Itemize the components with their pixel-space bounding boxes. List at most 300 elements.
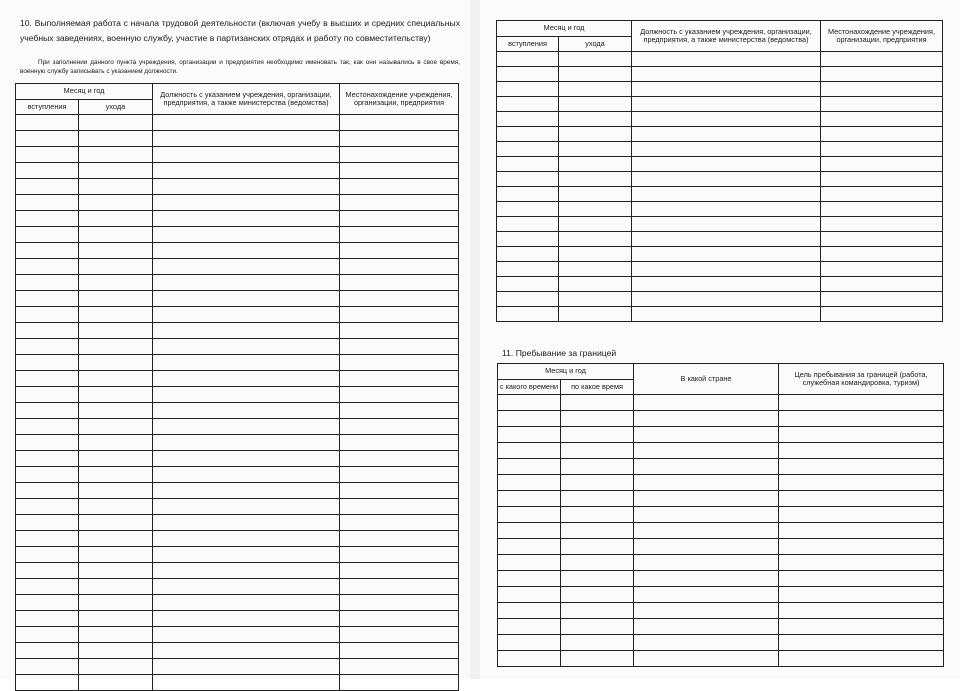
empty-cell[interactable]: [79, 675, 153, 691]
empty-cell[interactable]: [634, 491, 779, 507]
empty-cell[interactable]: [340, 643, 459, 659]
empty-cell[interactable]: [153, 579, 340, 595]
empty-cell[interactable]: [497, 307, 559, 322]
empty-cell[interactable]: [559, 277, 632, 292]
empty-cell[interactable]: [561, 651, 634, 667]
empty-cell[interactable]: [79, 259, 153, 275]
empty-cell[interactable]: [497, 292, 559, 307]
empty-cell[interactable]: [79, 131, 153, 147]
empty-cell[interactable]: [821, 262, 943, 277]
empty-cell[interactable]: [16, 275, 79, 291]
empty-cell[interactable]: [779, 523, 944, 539]
empty-cell[interactable]: [779, 443, 944, 459]
empty-cell[interactable]: [153, 675, 340, 691]
empty-cell[interactable]: [779, 491, 944, 507]
empty-cell[interactable]: [79, 323, 153, 339]
empty-cell[interactable]: [340, 147, 459, 163]
empty-cell[interactable]: [79, 499, 153, 515]
empty-cell[interactable]: [779, 459, 944, 475]
empty-cell[interactable]: [632, 262, 821, 277]
empty-cell[interactable]: [16, 611, 79, 627]
empty-cell[interactable]: [153, 371, 340, 387]
empty-cell[interactable]: [559, 262, 632, 277]
empty-cell[interactable]: [79, 563, 153, 579]
table-row: [497, 292, 943, 307]
empty-cell[interactable]: [79, 643, 153, 659]
empty-cell[interactable]: [153, 499, 340, 515]
empty-cell[interactable]: [498, 523, 561, 539]
empty-cell[interactable]: [632, 142, 821, 157]
empty-cell[interactable]: [632, 232, 821, 247]
table-row: [498, 411, 944, 427]
empty-cell[interactable]: [16, 387, 79, 403]
empty-cell[interactable]: [559, 127, 632, 142]
empty-cell[interactable]: [632, 112, 821, 127]
empty-cell[interactable]: [561, 555, 634, 571]
empty-cell[interactable]: [79, 451, 153, 467]
empty-cell[interactable]: [779, 395, 944, 411]
empty-cell[interactable]: [634, 507, 779, 523]
empty-cell[interactable]: [153, 211, 340, 227]
empty-cell[interactable]: [561, 395, 634, 411]
table-row: [16, 291, 459, 307]
empty-cell[interactable]: [153, 307, 340, 323]
empty-cell[interactable]: [634, 555, 779, 571]
empty-cell[interactable]: [634, 539, 779, 555]
empty-cell[interactable]: [340, 195, 459, 211]
empty-cell[interactable]: [821, 307, 943, 322]
empty-cell[interactable]: [340, 467, 459, 483]
empty-cell[interactable]: [634, 443, 779, 459]
empty-cell[interactable]: [632, 52, 821, 67]
empty-cell[interactable]: [79, 387, 153, 403]
empty-cell[interactable]: [634, 411, 779, 427]
empty-cell[interactable]: [79, 467, 153, 483]
empty-cell[interactable]: [340, 371, 459, 387]
empty-cell[interactable]: [16, 307, 79, 323]
empty-cell[interactable]: [779, 427, 944, 443]
empty-cell[interactable]: [559, 142, 632, 157]
empty-cell[interactable]: [340, 243, 459, 259]
empty-cell[interactable]: [79, 435, 153, 451]
empty-cell[interactable]: [16, 675, 79, 691]
empty-cell[interactable]: [561, 475, 634, 491]
empty-cell[interactable]: [632, 82, 821, 97]
empty-cell[interactable]: [153, 195, 340, 211]
empty-cell[interactable]: [340, 227, 459, 243]
empty-cell[interactable]: [821, 142, 943, 157]
empty-cell[interactable]: [498, 539, 561, 555]
empty-cell[interactable]: [340, 627, 459, 643]
empty-cell[interactable]: [340, 115, 459, 131]
empty-cell[interactable]: [497, 217, 559, 232]
empty-cell[interactable]: [497, 262, 559, 277]
empty-cell[interactable]: [340, 275, 459, 291]
empty-cell[interactable]: [779, 475, 944, 491]
empty-cell[interactable]: [779, 571, 944, 587]
empty-cell[interactable]: [340, 211, 459, 227]
empty-cell[interactable]: [340, 307, 459, 323]
empty-cell[interactable]: [497, 142, 559, 157]
empty-cell[interactable]: [340, 547, 459, 563]
empty-cell[interactable]: [498, 571, 561, 587]
empty-cell[interactable]: [153, 291, 340, 307]
empty-cell[interactable]: [340, 131, 459, 147]
empty-cell[interactable]: [779, 507, 944, 523]
empty-cell[interactable]: [16, 515, 79, 531]
empty-cell[interactable]: [497, 247, 559, 262]
empty-cell[interactable]: [16, 355, 79, 371]
empty-cell[interactable]: [16, 531, 79, 547]
empty-cell[interactable]: [632, 157, 821, 172]
empty-cell[interactable]: [779, 411, 944, 427]
empty-cell[interactable]: [559, 307, 632, 322]
empty-cell[interactable]: [79, 339, 153, 355]
empty-cell[interactable]: [561, 523, 634, 539]
empty-cell[interactable]: [16, 147, 79, 163]
empty-cell[interactable]: [634, 395, 779, 411]
table-row: [16, 243, 459, 259]
empty-cell[interactable]: [340, 675, 459, 691]
empty-cell[interactable]: [559, 67, 632, 82]
empty-cell[interactable]: [79, 611, 153, 627]
empty-cell[interactable]: [821, 247, 943, 262]
empty-cell[interactable]: [821, 97, 943, 112]
empty-cell[interactable]: [559, 172, 632, 187]
empty-cell[interactable]: [559, 247, 632, 262]
empty-cell[interactable]: [821, 52, 943, 67]
empty-cell[interactable]: [632, 172, 821, 187]
empty-cell[interactable]: [498, 443, 561, 459]
empty-cell[interactable]: [153, 515, 340, 531]
empty-cell[interactable]: [821, 127, 943, 142]
empty-cell[interactable]: [16, 627, 79, 643]
empty-cell[interactable]: [153, 419, 340, 435]
empty-cell[interactable]: [16, 595, 79, 611]
empty-cell[interactable]: [559, 232, 632, 247]
empty-cell[interactable]: [340, 419, 459, 435]
empty-cell[interactable]: [340, 259, 459, 275]
empty-cell[interactable]: [79, 115, 153, 131]
empty-cell[interactable]: [561, 571, 634, 587]
empty-cell[interactable]: [497, 277, 559, 292]
empty-cell[interactable]: [79, 547, 153, 563]
empty-cell[interactable]: [634, 523, 779, 539]
empty-cell[interactable]: [561, 603, 634, 619]
empty-cell[interactable]: [153, 643, 340, 659]
empty-cell[interactable]: [497, 112, 559, 127]
empty-cell[interactable]: [340, 451, 459, 467]
empty-cell[interactable]: [340, 659, 459, 675]
empty-cell[interactable]: [153, 163, 340, 179]
empty-cell[interactable]: [79, 531, 153, 547]
empty-cell[interactable]: [497, 97, 559, 112]
empty-cell[interactable]: [498, 491, 561, 507]
empty-cell[interactable]: [153, 547, 340, 563]
empty-cell[interactable]: [16, 467, 79, 483]
empty-cell[interactable]: [497, 157, 559, 172]
empty-cell[interactable]: [821, 67, 943, 82]
empty-cell[interactable]: [340, 403, 459, 419]
empty-cell[interactable]: [153, 179, 340, 195]
empty-cell[interactable]: [498, 555, 561, 571]
empty-cell[interactable]: [779, 603, 944, 619]
empty-cell[interactable]: [821, 217, 943, 232]
empty-cell[interactable]: [340, 579, 459, 595]
empty-cell[interactable]: [153, 467, 340, 483]
empty-cell[interactable]: [632, 127, 821, 142]
empty-cell[interactable]: [79, 355, 153, 371]
empty-cell[interactable]: [153, 483, 340, 499]
empty-cell[interactable]: [340, 163, 459, 179]
empty-cell[interactable]: [634, 475, 779, 491]
empty-cell[interactable]: [340, 483, 459, 499]
empty-cell[interactable]: [821, 202, 943, 217]
empty-cell[interactable]: [153, 147, 340, 163]
empty-cell[interactable]: [497, 172, 559, 187]
table-row: [498, 555, 944, 571]
empty-cell[interactable]: [153, 355, 340, 371]
empty-cell[interactable]: [153, 595, 340, 611]
empty-cell[interactable]: [340, 179, 459, 195]
header-month-year: Месяц и год: [498, 364, 634, 380]
empty-cell[interactable]: [16, 227, 79, 243]
empty-cell[interactable]: [153, 227, 340, 243]
empty-cell[interactable]: [16, 163, 79, 179]
empty-cell[interactable]: [561, 411, 634, 427]
empty-cell[interactable]: [153, 563, 340, 579]
empty-cell[interactable]: [153, 435, 340, 451]
empty-cell[interactable]: [79, 195, 153, 211]
empty-cell[interactable]: [16, 419, 79, 435]
empty-cell[interactable]: [559, 82, 632, 97]
empty-cell[interactable]: [497, 127, 559, 142]
empty-cell[interactable]: [16, 499, 79, 515]
empty-cell[interactable]: [559, 217, 632, 232]
empty-cell[interactable]: [632, 67, 821, 82]
table-row: [16, 275, 459, 291]
empty-cell[interactable]: [497, 67, 559, 82]
header-from: с какого времени: [498, 379, 561, 395]
empty-cell[interactable]: [340, 435, 459, 451]
empty-cell[interactable]: [821, 82, 943, 97]
empty-cell[interactable]: [340, 611, 459, 627]
empty-cell[interactable]: [340, 499, 459, 515]
empty-cell[interactable]: [561, 491, 634, 507]
empty-cell[interactable]: [634, 619, 779, 635]
empty-cell[interactable]: [153, 659, 340, 675]
empty-cell[interactable]: [559, 52, 632, 67]
empty-cell[interactable]: [634, 427, 779, 443]
empty-cell[interactable]: [559, 112, 632, 127]
empty-cell[interactable]: [79, 275, 153, 291]
empty-cell[interactable]: [634, 651, 779, 667]
empty-cell[interactable]: [79, 243, 153, 259]
header-entry: вступления: [497, 36, 559, 52]
empty-cell[interactable]: [779, 651, 944, 667]
empty-cell[interactable]: [153, 131, 340, 147]
empty-cell[interactable]: [16, 211, 79, 227]
empty-cell[interactable]: [79, 163, 153, 179]
empty-cell[interactable]: [498, 635, 561, 651]
empty-cell[interactable]: [340, 531, 459, 547]
table-row: [498, 443, 944, 459]
empty-cell[interactable]: [79, 595, 153, 611]
empty-cell[interactable]: [16, 579, 79, 595]
empty-cell[interactable]: [779, 539, 944, 555]
empty-cell[interactable]: [779, 587, 944, 603]
empty-cell[interactable]: [821, 232, 943, 247]
empty-cell[interactable]: [561, 443, 634, 459]
empty-cell[interactable]: [821, 187, 943, 202]
empty-cell[interactable]: [821, 292, 943, 307]
empty-cell[interactable]: [632, 187, 821, 202]
empty-cell[interactable]: [561, 587, 634, 603]
empty-cell[interactable]: [153, 531, 340, 547]
work-history-table-left: [15, 83, 459, 691]
empty-cell[interactable]: [634, 635, 779, 651]
empty-cell[interactable]: [497, 52, 559, 67]
empty-cell[interactable]: [153, 259, 340, 275]
empty-cell[interactable]: [559, 292, 632, 307]
empty-cell[interactable]: [559, 187, 632, 202]
empty-cell[interactable]: [79, 211, 153, 227]
empty-cell[interactable]: [340, 339, 459, 355]
empty-cell[interactable]: [632, 247, 821, 262]
empty-cell[interactable]: [16, 563, 79, 579]
empty-cell[interactable]: [79, 659, 153, 675]
empty-cell[interactable]: [498, 619, 561, 635]
empty-cell[interactable]: [153, 115, 340, 131]
empty-cell[interactable]: [559, 202, 632, 217]
empty-cell[interactable]: [498, 603, 561, 619]
empty-cell[interactable]: [79, 579, 153, 595]
empty-cell[interactable]: [16, 131, 79, 147]
empty-cell[interactable]: [79, 179, 153, 195]
empty-cell[interactable]: [79, 147, 153, 163]
table-row: [497, 202, 943, 217]
empty-cell[interactable]: [340, 291, 459, 307]
empty-cell[interactable]: [16, 323, 79, 339]
empty-cell[interactable]: [632, 307, 821, 322]
empty-cell[interactable]: [340, 355, 459, 371]
empty-cell[interactable]: [632, 97, 821, 112]
empty-cell[interactable]: [559, 157, 632, 172]
empty-cell[interactable]: [16, 243, 79, 259]
empty-cell[interactable]: [153, 387, 340, 403]
empty-cell[interactable]: [16, 451, 79, 467]
empty-cell[interactable]: [16, 291, 79, 307]
empty-cell[interactable]: [340, 563, 459, 579]
empty-cell[interactable]: [497, 202, 559, 217]
empty-cell[interactable]: [340, 387, 459, 403]
empty-cell[interactable]: [79, 483, 153, 499]
empty-cell[interactable]: [16, 339, 79, 355]
empty-cell[interactable]: [559, 97, 632, 112]
empty-cell[interactable]: [340, 595, 459, 611]
empty-cell[interactable]: [79, 627, 153, 643]
empty-cell[interactable]: [779, 555, 944, 571]
empty-cell[interactable]: [497, 82, 559, 97]
empty-cell[interactable]: [561, 459, 634, 475]
empty-cell[interactable]: [340, 323, 459, 339]
empty-cell[interactable]: [498, 587, 561, 603]
empty-cell[interactable]: [498, 651, 561, 667]
empty-cell[interactable]: [561, 635, 634, 651]
header-purpose: Цель пребывания за границей (работа, служебная командировка, туризм): [779, 364, 944, 395]
empty-cell[interactable]: [498, 459, 561, 475]
empty-cell[interactable]: [153, 339, 340, 355]
empty-cell[interactable]: [632, 292, 821, 307]
empty-cell[interactable]: [153, 275, 340, 291]
empty-cell[interactable]: [634, 459, 779, 475]
empty-cell[interactable]: [561, 507, 634, 523]
empty-cell[interactable]: [79, 371, 153, 387]
empty-cell[interactable]: [79, 515, 153, 531]
empty-cell[interactable]: [634, 571, 779, 587]
empty-cell[interactable]: [498, 507, 561, 523]
table-row: [16, 131, 459, 147]
empty-cell[interactable]: [153, 627, 340, 643]
table-row: [16, 307, 459, 323]
empty-cell[interactable]: [821, 277, 943, 292]
empty-cell[interactable]: [79, 307, 153, 323]
empty-cell[interactable]: [561, 539, 634, 555]
empty-cell[interactable]: [16, 643, 79, 659]
empty-cell[interactable]: [153, 403, 340, 419]
empty-cell[interactable]: [16, 115, 79, 131]
empty-cell[interactable]: [634, 587, 779, 603]
empty-cell[interactable]: [79, 403, 153, 419]
empty-cell[interactable]: [498, 411, 561, 427]
empty-cell[interactable]: [16, 259, 79, 275]
empty-cell[interactable]: [16, 659, 79, 675]
empty-cell[interactable]: [821, 172, 943, 187]
empty-cell[interactable]: [153, 451, 340, 467]
empty-cell[interactable]: [16, 195, 79, 211]
empty-cell[interactable]: [821, 112, 943, 127]
empty-cell[interactable]: [497, 232, 559, 247]
empty-cell[interactable]: [561, 427, 634, 443]
empty-cell[interactable]: [498, 395, 561, 411]
empty-cell[interactable]: [632, 202, 821, 217]
empty-cell[interactable]: [498, 427, 561, 443]
empty-cell[interactable]: [16, 403, 79, 419]
empty-cell[interactable]: [16, 547, 79, 563]
empty-cell[interactable]: [821, 157, 943, 172]
empty-cell[interactable]: [340, 515, 459, 531]
empty-cell[interactable]: [79, 419, 153, 435]
empty-cell[interactable]: [79, 291, 153, 307]
empty-cell[interactable]: [153, 611, 340, 627]
empty-cell[interactable]: [16, 179, 79, 195]
empty-cell[interactable]: [153, 243, 340, 259]
empty-cell[interactable]: [498, 475, 561, 491]
empty-cell[interactable]: [16, 435, 79, 451]
table-row: [498, 603, 944, 619]
empty-cell[interactable]: [634, 603, 779, 619]
empty-cell[interactable]: [153, 323, 340, 339]
empty-cell[interactable]: [561, 619, 634, 635]
empty-cell[interactable]: [779, 619, 944, 635]
empty-cell[interactable]: [632, 277, 821, 292]
empty-cell[interactable]: [632, 217, 821, 232]
empty-cell[interactable]: [779, 635, 944, 651]
empty-cell[interactable]: [497, 187, 559, 202]
empty-cell[interactable]: [79, 227, 153, 243]
empty-cell[interactable]: [16, 371, 79, 387]
empty-cell[interactable]: [16, 483, 79, 499]
